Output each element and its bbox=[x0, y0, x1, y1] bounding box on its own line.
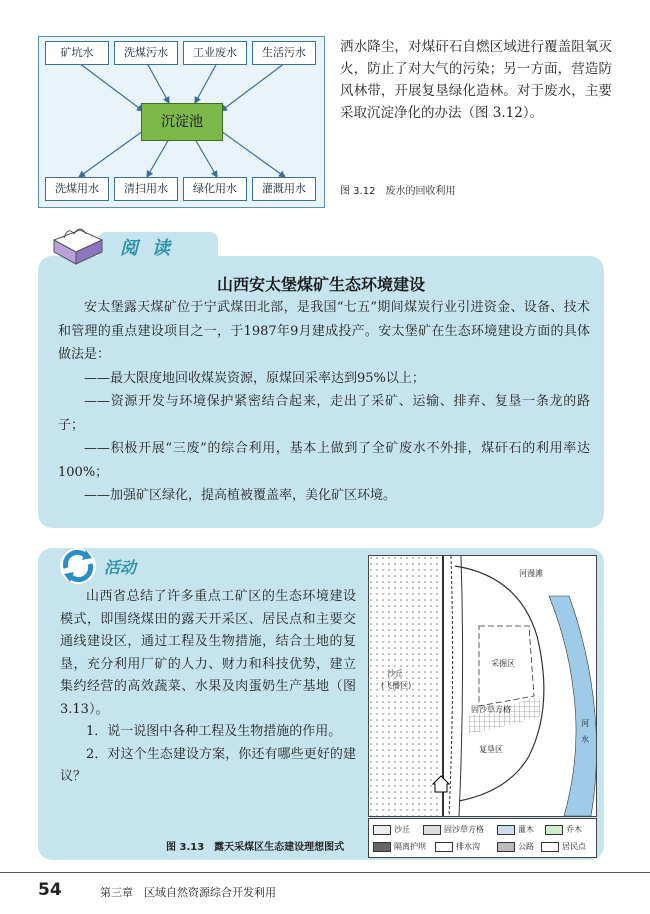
river bbox=[549, 596, 596, 816]
reading-item: ——资源开发与环境保护紧密结合起来，走出了采矿、运输、排弃、复垦一条龙的路子； bbox=[58, 394, 590, 433]
cycle-icon bbox=[58, 546, 98, 586]
legend-item bbox=[497, 841, 534, 852]
arrow-line bbox=[147, 139, 169, 177]
reading-item: ——最大限度地回收煤炭资源，原煤回采率达到95%以上； bbox=[84, 370, 425, 386]
legend-item bbox=[373, 841, 426, 852]
legend-item bbox=[497, 824, 534, 835]
legend-item bbox=[373, 824, 410, 835]
reading-title: 山西安太堡煤矿生态环境建设 bbox=[216, 275, 425, 294]
footer-divider bbox=[0, 872, 650, 873]
legend-item bbox=[545, 824, 582, 835]
map-label: 水 bbox=[581, 735, 589, 744]
arrow-line bbox=[221, 63, 285, 111]
page-number: 54 bbox=[38, 880, 62, 900]
arrow-line bbox=[147, 63, 169, 103]
legend-swatch bbox=[545, 825, 563, 835]
legend-item bbox=[423, 824, 484, 835]
reading-intro: 安太堡露天煤矿位于宁武煤田北部，是我国“七五”期间煤炭行业引进资金、设备、技术和管理的重点建设项目之一，于1987年9月建成投产。安太堡矿在生态环境建设方面的具体做法是： bbox=[58, 300, 590, 362]
map-label: 采掘区 bbox=[491, 659, 515, 668]
legend-swatch bbox=[423, 825, 441, 835]
source-box: 洗煤污水 bbox=[114, 41, 178, 65]
map-label: 固沙草方格 bbox=[471, 705, 511, 714]
chapter-title: 第三章 区域自然资源综合开发利用 bbox=[100, 886, 276, 899]
activity-intro: 山西省总结了许多重点工矿区的生态环境建设模式，即围绕煤田的露天开采区、居民点和主要交通线建设区，通过工程及生物措施，结合土地的复垦，充分利用厂矿的人力、财力和科技优势，建立集约经营的高效蔬菜、水果及肉蛋奶生产基地（图 3.13）。 bbox=[60, 589, 356, 717]
use-box: 洗煤用水 bbox=[45, 177, 109, 201]
map-label: 河 bbox=[581, 719, 589, 728]
figure-caption: 图 3.12 废水的回收利用 bbox=[340, 186, 456, 197]
map-label: 河漫滩 bbox=[519, 569, 543, 578]
grass-grid-band bbox=[469, 696, 541, 734]
source-box: 矿坑水 bbox=[45, 41, 109, 65]
figure-caption: 图 3.13 露天采煤区生态建设理想图式 bbox=[166, 842, 345, 853]
legend-label: 灌木 bbox=[518, 825, 534, 834]
mine-map bbox=[369, 556, 596, 816]
body-paragraph: 洒水降尘，对煤矸石自燃区域进行覆盖阻氧灭火，防止了对大气的污染；另一方面，营造防风林带，开展复垦绿化造林。对于废水，主要采取沉淀净化的办法（图 3.12）。 bbox=[340, 39, 612, 121]
activity-question: 2．对这个生态建设方案，你还有哪些更好的建议？ bbox=[60, 746, 356, 784]
reading-label: 阅读 bbox=[120, 238, 184, 259]
legend-label: 排水沟 bbox=[456, 842, 480, 851]
arrow-line bbox=[195, 63, 217, 103]
reading-item: ——加强矿区绿化，提高植被覆盖率，美化矿区环境。 bbox=[84, 488, 397, 503]
legend-label: 居民点 bbox=[562, 842, 586, 851]
legend-label: 沙丘 bbox=[394, 825, 410, 834]
legend-label: 乔木 bbox=[566, 825, 582, 834]
use-box: 清扫用水 bbox=[114, 177, 178, 201]
map-label: 复垦区 bbox=[479, 745, 503, 754]
legend-swatch bbox=[373, 825, 391, 835]
road bbox=[449, 556, 453, 816]
legend-label: 固沙草方格 bbox=[444, 825, 484, 834]
legend-label: 公路 bbox=[518, 842, 534, 851]
use-box: 绿化用水 bbox=[183, 177, 247, 201]
reading-body bbox=[58, 296, 590, 508]
arrow-line bbox=[79, 63, 143, 111]
map-label: 沙丘 bbox=[387, 669, 403, 678]
arrow-line bbox=[195, 139, 217, 177]
legend-item bbox=[541, 841, 586, 852]
reading-item: ——积极开展“三废”的综合利用，基本上做到了全矿废水不外排，煤矸石的利用率达100%； bbox=[58, 441, 590, 480]
legend-label: 隔离护坝 bbox=[394, 842, 426, 851]
legend-swatch bbox=[541, 842, 559, 852]
arrow-line bbox=[79, 131, 143, 177]
figure-3-13-map bbox=[368, 555, 597, 817]
source-box: 工业废水 bbox=[183, 41, 247, 65]
activity-body bbox=[60, 586, 356, 789]
source-box: 生活污水 bbox=[252, 41, 316, 65]
activity-question: 1．说一说图中各种工程及生物措施的作用。 bbox=[86, 724, 342, 739]
book-icon bbox=[50, 222, 106, 266]
legend-swatch bbox=[497, 825, 515, 835]
legend-swatch bbox=[497, 842, 515, 852]
legend-item bbox=[435, 841, 480, 852]
use-box: 灌溉用水 bbox=[252, 177, 316, 201]
legend-swatch bbox=[435, 842, 453, 852]
map-label: (飞播区) bbox=[381, 681, 412, 690]
legend-swatch bbox=[373, 842, 391, 852]
drainage bbox=[459, 556, 463, 816]
map-legend bbox=[368, 818, 597, 858]
arrow-line bbox=[221, 131, 285, 177]
reclaim-boundary bbox=[455, 566, 544, 801]
sedimentation-pool: 沉淀池 bbox=[141, 103, 223, 141]
figure-3-12-diagram bbox=[38, 36, 325, 208]
activity-label: 活动 bbox=[104, 558, 137, 577]
